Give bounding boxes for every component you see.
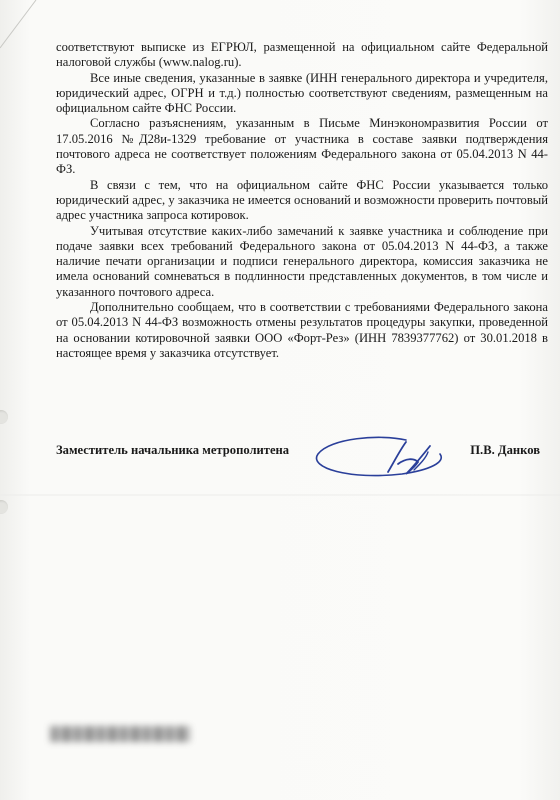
signatory-name: П.В. Данков	[470, 443, 540, 457]
paragraph-2: Все иные сведения, указанные в заявке (ИНН генерального директора и учредителя, юридический адрес, ОГРН и т.д.) полностью соответствуют сведениям, размещенным на официальном сайте ФНС России.	[56, 70, 548, 116]
redacted-footer-text	[50, 726, 190, 742]
letter-body	[56, 40, 548, 361]
paragraph-1: соответствуют выписке из ЕГРЮЛ, размещенной на официальном сайте Федеральной налоговой службы (www.nalog.ru).	[56, 40, 548, 70]
paragraph-6: Дополнительно сообщаем, что в соответствии с требованиями Федерального закона от 05.04.2013 N 44-ФЗ возможность отмены результатов процедуры закупки, проведенной на основании котировочной заявки ООО «Форт-Рез» (ИНН 7839377762) от 30.01.2018 в настоящее время у заказчика отсутствует.	[56, 300, 548, 360]
signature-block	[56, 428, 548, 488]
paragraph-3: Согласно разъяснениям, указанным в Письме Минэкономразвития России от 17.05.2016 №Д28и-1329 требование от участника в составе заявки подтверждения почтового адреса не соответствует положениям Федерального закона от 05.04.2013 N 44-ФЗ.	[56, 116, 548, 177]
paragraph-4: В связи с тем, что на официальном сайте ФНС России указывается только юридический адрес, у заказчика не имеется оснований и возможности проверить почтовый адрес участника запроса котировок.	[56, 177, 548, 223]
punch-hole-top	[0, 410, 8, 424]
paragraph-5: Учитывая отсутствие каких-либо замечаний к заявке участника и соблюдение при подаче заявки всех требований Федерального закона от 05.04.2013 N 44-ФЗ, а также наличие печати организации и подписи генерального директора, комиссия заказчика не имела оснований сомневаться в подлинности представленных документов, в том числе и указанного почтового адреса.	[56, 223, 548, 299]
signatory-title: Заместитель начальника метрополитена	[56, 443, 290, 457]
handwritten-signature	[310, 428, 460, 488]
punch-hole-bottom	[0, 500, 8, 514]
